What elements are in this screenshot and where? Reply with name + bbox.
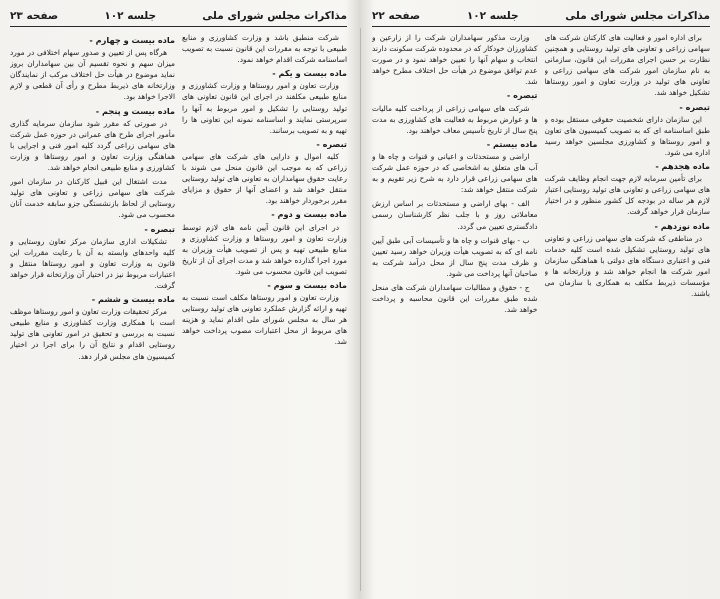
running-head [372,6,710,27]
paragraph: شرکت منطبق باشد و وزارت کشاورزی و منابع طبیعی با توجه به مقررات این قانون نسبت به تصویب اساسنامه شرکت اقدام خواهد نمود. [182,33,347,65]
paragraph: مرکز تحقیقات وزارت تعاون و امور روستاها موظف است با همکاری وزارت کشاورزی و منابع طبیعی نسبت به بررسی و تحقیق در امور تعاونی های تولید روستایی اقدام و نتایج آن را برای اجرا در اختیار کمیسیون های مجلس قرار دهد. [10,307,175,361]
text-column-left [372,32,538,592]
paragraph: کلیه اموال و دارایی های شرکت های سهامی زراعی که به موجب این قانون منحل می شوند با رعایت حقوق سهامداران به تعاونی های تولید روستایی منتقل خواهد شد و اعضای آنها از حقوق و مزایای مقرر برخوردار خواهند بود. [182,151,347,206]
page-title: مذاکرات مجلس شورای ملی [202,10,347,22]
text-column-left [10,32,175,592]
article-heading: ماده بیستم - [486,138,538,149]
article-heading: تبصره - [679,101,710,112]
paragraph: وزارت تعاون و امور روستاها و وزارت کشاورزی و منابع طبیعی مکلفند در اجرای این قانون تعاونی های تولید روستایی را تشکیل و امور مربوط به آنها را سرپرستی نمایند و اساسنامه نمونه این تعاونی ها را تهیه و به تصویب برسانند. [182,81,347,135]
paragraph: اراضی و مستحدثات و اعیانی و قنوات و چاه ها و آب های متعلق به اشخاصی که در حوزه عمل شرکت های سهامی زراعی قرار دارد به شرح زیر تقویم و به شرکت منتقل خواهد شد: [372,151,538,195]
paragraph: وزارت مذکور سهامداران شرکت را از زارعین و کشاورزان خودکار که در محدوده شرکت سکونت دارند انتخاب و سهام آنها را تعیین خواهد نمود و در صورت عدم توافق موضوع در هیأت حل اختلاف مطرح خواهد شد. [372,33,538,87]
page-gutter [360,28,361,591]
paragraph: وزارت تعاون و امور روستاها مکلف است نسبت به تهیه و ارائه گزارش عملکرد تعاونی های تولید روستایی هر سال به مجلس شورای ملی اقدام نماید و هزینه های مربوط از محل اعتبارات مصوب پرداخت خواهد شد. [182,293,347,347]
article-heading: ماده بیست و ششم - [91,294,175,305]
article-heading: ماده نوزدهم - [654,220,710,231]
article-heading: ماده بیست و سوم - [267,279,347,290]
paragraph: ب - بهای قنوات و چاه ها و تأسیسات آبی طبق آیین نامه ای که به تصویب هیأت وزیران خواهد رسید تعیین و ظرف مدت پنج سال از محل درآمد شرکت به صاحبان آنها پرداخت می شود. [372,235,538,278]
page-title: مذاکرات مجلس شورای ملی [565,10,710,22]
paragraph: برای تأمین سرمایه لازم جهت انجام وظایف شرکت های سهامی زراعی و تعاونی های تولید روستایی اعتبار لازم هر ساله در بودجه کل کشور منظور و در اختیار سازمان قرار خواهد گرفت. [544,174,710,217]
text-column-right [182,32,347,592]
paragraph: مدت اشتغال این قبیل کارکنان در سازمان امور شرکت های سهامی زراعی و تعاونی های تولید روستایی از لحاظ بازنشستگی جزو سابقه خدمت آنان محسوب می شود. [10,177,175,220]
page-number: صفحه ۲۲ [372,10,421,22]
article-heading: تبصره - [144,223,175,234]
paragraph: برای اداره امور و فعالیت های کارکنان شرکت های سهامی زراعی و تعاونی های تولید روستایی و همچنین نظارت بر حسن اجرای مقررات این قانون، سازمانی به نام سازمان امور شرکت های سهامی زراعی و تعاونی های تولید در وزارت تعاون و امور روستاها تشکیل خواهد شد. [544,33,710,98]
page-number: صفحه ۲۳ [10,10,59,22]
paragraph: شرکت های سهامی زراعی از پرداخت کلیه مالیات ها و عوارض مربوط به فعالیت های کشاورزی به مدت پنج سال از تاریخ تأسیس معاف خواهند بود. [372,103,538,135]
paragraph: در اجرای این قانون آیین نامه های لازم توسط وزارت تعاون و امور روستاها و وزارت کشاورزی و منابع طبیعی تهیه و پس از تصویب هیأت وزیران به مورد اجرا گذارده خواهد شد و مدت اجرای آن از تاریخ تصویب این قانون محسوب می شود. [182,222,347,276]
paragraph: این سازمان دارای شخصیت حقوقی مستقل بوده و طبق اساسنامه ای که به تصویب کمیسیون های تعاون و امور روستاها و کشاورزی مجلسین خواهد رسید اداره می شود. [544,114,710,157]
right-page [362,0,720,599]
left-page [0,0,357,599]
running-head [10,6,347,27]
article-heading: تبصره - [316,138,347,149]
article-heading: ماده بیست و دوم - [271,209,347,220]
paragraph: هرگاه پس از تعیین و صدور سهام اختلافی در مورد میزان سهم و نحوه تقسیم آن بین سهامداران بروز نماید موضوع در هیأت حل اختلاف مرکب از نمایندگان وزارتخانه های ذیربط مطرح و رأی آن قطعی و لازم الاجرا خواهد بود. [10,48,175,102]
article-heading: تبصره - [506,90,538,101]
article-heading: ماده بیست و یکم - [272,68,347,79]
article-heading: ماده هجدهم - [655,161,710,172]
session-number: جلسه ۱۰۲ [104,10,157,22]
paragraph: در مناطقی که شرکت های سهامی زراعی و تعاونی های تولید روستایی تشکیل شده است کلیه خدمات فنی و اعتباری دستگاه های دولتی با هماهنگی سازمان امور شرکت ها انجام خواهد شد و وزارتخانه ها و مؤسسات ذیربط مکلف به همکاری با سازمان می باشند. [544,233,710,299]
paragraph: الف - بهای اراضی و مستحدثات بر اساس ارزش معاملاتی روز و با جلب نظر کارشناسان رسمی دادگستری تعیین می گردد. [372,199,538,231]
text-column-right [545,32,711,592]
session-number: جلسه ۱۰۲ [466,10,519,22]
paragraph: ج - حقوق و مطالبات سهامداران شرکت های منحل شده طبق مقررات این قانون محاسبه و پرداخت خواهد شد. [372,282,538,315]
article-heading: ماده بیست و چهارم - [89,35,175,45]
paragraph: در صورتی که مقرر شود سازمان سرمایه گذاری مأمور اجرای طرح های عمرانی در حوزه عمل شرکت های سهامی زراعی گردد کلیه امور فنی و اجرایی با هماهنگی وزارت تعاون و امور روستاها و وزارت کشاورزی و منابع طبیعی انجام خواهد شد. [10,118,175,173]
paragraph: تشکیلات اداری سازمان مرکز تعاون روستایی و کلیه واحدهای وابسته به آن با رعایت مقررات این قانون به وزارت تعاون و امور روستاها منتقل و اعتبارات مربوط نیز در اختیار آن وزارتخانه قرار خواهد گرفت. [10,236,175,290]
article-heading: ماده بیست و پنجم - [95,105,175,116]
